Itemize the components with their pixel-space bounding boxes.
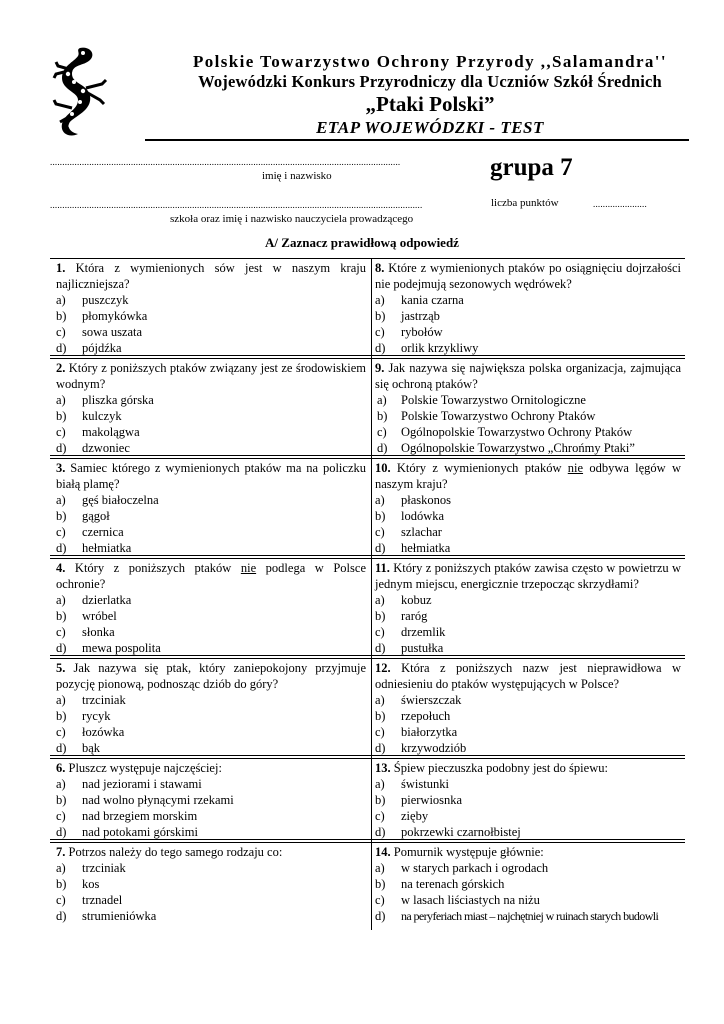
question-4: 4. Który z poniższych ptaków nie podlega w Polsce ochronie? a) dzierlatka b) wróbel c) słonka d) mewa pospolita [56, 561, 366, 655]
answer-option[interactable]: d) pokrzewki czarnołbistej [375, 825, 521, 839]
answer-option[interactable]: a) płaskonos [375, 493, 451, 507]
question-3: 3. Samiec którego z wymienionych ptaków ma na policzku białą plamę? a) gęś białoczelna b) gągoł c) czernica d) hełmiatka [56, 461, 366, 555]
question-5: 5. Jak nazywa się ptak, który zaniepokojony przyjmuje pozycję pionową, podnosząc dziób do góry? a) trzciniak b) rycyk c) łozówka d) bąk [56, 661, 366, 755]
answer-option[interactable]: c) łozówka [56, 725, 125, 739]
answer-option[interactable]: b) rzepołuch [375, 709, 451, 723]
answer-option[interactable]: b) kos [56, 877, 100, 891]
answer-option[interactable]: a) kobuz [375, 593, 432, 607]
question-2: 2. Który z poniższych ptaków związany jest ze środowiskiem wodnym? a) pliszka górska b) kulczyk c) makolągwa d) dzwoniec [56, 361, 366, 455]
answer-option[interactable]: c) sowa uszata [56, 325, 143, 339]
answer-option[interactable]: a) świstunki [375, 777, 449, 791]
column-divider [371, 258, 372, 930]
answer-option[interactable]: b) raróg [375, 609, 428, 623]
question-12: 12. Która z poniższych nazw jest nieprawidłowa w odniesieniu do ptaków występujących w Polsce? a) świerszczak b) rzepołuch c) białorzytka d) krzywodziób [375, 661, 681, 755]
answer-option[interactable]: d) nad potokami górskimi [56, 825, 198, 839]
answer-option[interactable]: b) pierwiosnka [375, 793, 463, 807]
points-label: liczba punktów [491, 197, 559, 209]
question-14: 14. Pomurnik występuje głównie: a) w starych parkach i ogrodach b) na terenach górskich c) w lasach liściastych na niżu d) na peryferiach miast – najchętniej w ruinach starych budowli [375, 844, 681, 924]
answer-option[interactable]: b) na terenach górskich [375, 877, 505, 891]
question-1: 1. Która z wymienionych sów jest w naszym kraju najliczniejsza? a) puszczyk b) płomykówka c) sowa uszata d) pójdźka [56, 261, 366, 355]
answer-option[interactable]: d) pustułka [375, 641, 444, 655]
answer-option[interactable]: c) zięby [375, 809, 429, 823]
answer-option[interactable]: b) lodówka [375, 509, 445, 523]
points-field[interactable]: ...................... [593, 199, 647, 209]
answer-option[interactable]: a) trzciniak [56, 693, 126, 707]
answer-option[interactable]: b) rycyk [56, 709, 111, 723]
answer-option[interactable]: b) jastrząb [375, 309, 440, 323]
answer-option[interactable]: d) hełmiatka [375, 541, 451, 555]
answer-option[interactable]: d) hełmiatka [56, 541, 132, 555]
answer-option[interactable]: c) Ogólnopolskie Towarzystwo Ochrony Ptaków [377, 425, 633, 439]
answer-option[interactable]: a) puszczyk [56, 293, 129, 307]
salamander-logo-icon [50, 44, 110, 140]
questions-table [50, 258, 685, 930]
answer-option[interactable]: d) bąk [56, 741, 101, 755]
answer-option[interactable]: b) kulczyk [56, 409, 122, 423]
answer-option[interactable]: d) dzwoniec [56, 441, 130, 455]
answer-option[interactable]: d) na peryferiach miast – najchętniej w ruinach starych budowli [375, 909, 659, 923]
answer-option[interactable]: d) strumieniówka [56, 909, 157, 923]
answer-option[interactable]: b) Polskie Towarzystwo Ochrony Ptaków [377, 409, 596, 423]
question-9: 9. Jak nazywa się największa polska organizacja, zajmująca się ochroną ptaków? a) Polskie Towarzystwo Ornitologiczne b) Polskie Towarzystwo Ochrony Ptaków c) Ogólnopolskie Towarzystwo Ochrony Ptaków d) Ogólnopolskie Towarzystwo „Chrońmy Ptaki” [375, 361, 681, 455]
school-caption: szkoła oraz imię i nazwisko nauczyciela prowadzącego [170, 213, 414, 225]
answer-option[interactable]: d) krzywodziób [375, 741, 467, 755]
header-divider [145, 139, 689, 141]
school-field[interactable]: ........................................................................................................................................................ [50, 200, 423, 210]
name-field[interactable]: ............................................................................................................................................... [50, 157, 401, 167]
answer-option[interactable]: d) orlik krzykliwy [375, 341, 479, 355]
answer-option[interactable]: a) świerszczak [375, 693, 462, 707]
answer-option[interactable]: c) czernica [56, 525, 124, 539]
contest-theme: „Ptaki Polski” [365, 92, 495, 116]
organization-title: Polskie Towarzystwo Ochrony Przyrody ,,Salamandra'' [192, 52, 668, 71]
answer-option[interactable]: c) drzemlik [375, 625, 446, 639]
answer-option[interactable]: a) nad jeziorami i stawami [56, 777, 202, 791]
answer-option[interactable]: a) dzierlatka [56, 593, 132, 607]
question-7: 7. Potrzos należy do tego samego rodzaju co: a) trzciniak b) kos c) trznadel d) strumieniówka [56, 844, 366, 924]
answer-option[interactable]: b) nad wolno płynącymi rzekami [56, 793, 234, 807]
answer-option[interactable]: c) trznadel [56, 893, 123, 907]
answer-option[interactable]: c) w lasach liściastych na niżu [375, 893, 540, 907]
name-caption: imię i nazwisko [262, 170, 332, 182]
answer-option[interactable]: a) w starych parkach i ogrodach [375, 861, 549, 875]
answer-option[interactable]: c) makolągwa [56, 425, 140, 439]
answer-option[interactable]: c) słonka [56, 625, 115, 639]
answer-option[interactable]: a) trzciniak [56, 861, 126, 875]
answer-option[interactable]: a) Polskie Towarzystwo Ornitologiczne [377, 393, 586, 407]
answer-option[interactable]: c) białorzytka [375, 725, 458, 739]
answer-option[interactable]: d) mewa pospolita [56, 641, 161, 655]
section-title: A/ Zaznacz prawidłową odpowiedź [265, 235, 459, 250]
answer-option[interactable]: b) gągoł [56, 509, 110, 523]
question-8: 8. Które z wymienionych ptaków po osiągnięciu dojrzałości nie podejmują sezonowych wędrówek? a) kania czarna b) jastrząb c) rybołów d) orlik krzykliwy [375, 261, 681, 355]
answer-option[interactable]: d) Ogólnopolskie Towarzystwo „Chrońmy Ptaki” [377, 441, 635, 455]
answer-option[interactable]: a) pliszka górska [56, 393, 154, 407]
answer-option[interactable]: b) płomykówka [56, 309, 148, 323]
stage-title: ETAP WOJEWÓDZKI - TEST [316, 118, 544, 137]
question-10: 10. Który z wymienionych ptaków nie odbywa lęgów w naszym kraju? a) płaskonos b) lodówka c) szlachar d) hełmiatka [375, 461, 681, 555]
question-11: 11. Który z poniższych ptaków zawisa często w powietrzu w jednym miejscu, energicznie trzepocząc skrzydłami? a) kobuz b) raróg c) drzemlik d) pustułka [375, 561, 681, 655]
answer-option[interactable]: a) gęś białoczelna [56, 493, 159, 507]
answer-option[interactable]: a) kania czarna [375, 293, 464, 307]
contest-title: Wojewódzki Konkurs Przyrodniczy dla Uczniów Szkół Średnich [198, 72, 662, 91]
question-13: 13. Śpiew pieczuszka podobny jest do śpiewu: a) świstunki b) pierwiosnka c) zięby d) pokrzewki czarnołbistej [375, 760, 681, 840]
answer-option[interactable]: c) nad brzegiem morskim [56, 809, 198, 823]
group-label: grupa 7 [490, 154, 573, 181]
answer-option[interactable]: d) pójdźka [56, 341, 122, 355]
question-6: 6. Pluszcz występuje najczęściej: a) nad jeziorami i stawami b) nad wolno płynącymi rzekami c) nad brzegiem morskim d) nad potokami górskimi [56, 760, 366, 840]
answer-option[interactable]: b) wróbel [56, 609, 117, 623]
answer-option[interactable]: c) szlachar [375, 525, 442, 539]
answer-option[interactable]: c) rybołów [375, 325, 443, 339]
